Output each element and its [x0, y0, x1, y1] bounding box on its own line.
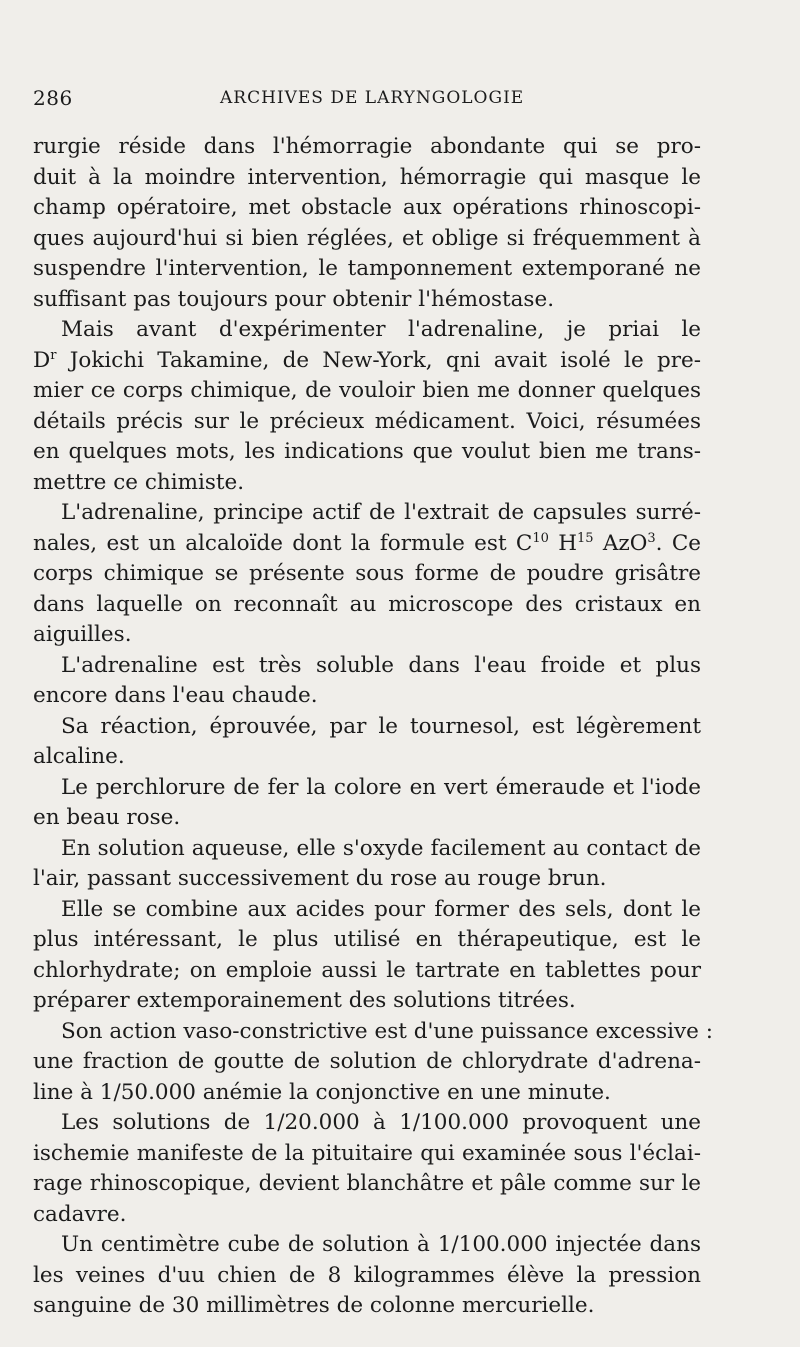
page-number: 286 — [33, 86, 73, 110]
text-line: détails précis sur le précieux médicament. Voici, résumées — [33, 408, 701, 434]
text-line: préparer extemporainement des solutions titrées. — [33, 988, 576, 1013]
text-line: aiguilles. — [33, 622, 132, 647]
text-line: En solution aqueuse, elle s'oxyde facilement au contact de — [61, 835, 701, 861]
text-line: en beau rose. — [33, 805, 181, 830]
text-line: duit à la moindre intervention, hémorragie qui masque le — [33, 164, 701, 190]
text-line: alcaline. — [33, 744, 125, 769]
text-line: suspendre l'intervention, le tamponnement extemporané ne — [33, 256, 701, 281]
paragraph — [33, 895, 701, 1017]
paragraph — [33, 773, 701, 834]
text-line: suffisant pas toujours pour obtenir l'hémostase. — [33, 286, 555, 312]
formula-superscript: 3 — [647, 530, 656, 546]
text-line: corps chimique se présente sous forme de poudre grisâtre — [33, 561, 701, 586]
text-line: plus intéressant, le plus utilisé en thérapeutique, est le — [33, 927, 701, 952]
text-line: une fraction de goutte de solution de chlorydrate d'adrena- — [33, 1049, 701, 1074]
text-line: Son action vaso-constrictive est d'une puissance excessive : — [61, 1018, 713, 1044]
text-fragment: nales, est un alcaloïde dont la formule est C — [33, 530, 533, 556]
text-line — [33, 346, 701, 377]
text-line: Sa réaction, éprouvée, par le tournesol, est légèrement — [61, 713, 701, 739]
text-fragment: . Ce — [655, 530, 701, 556]
text-line — [33, 529, 701, 560]
text-line: mier ce corps chimique, de vouloir bien me donner quelques — [33, 378, 701, 403]
paragraph — [33, 1017, 713, 1109]
text-line: ischemie manifeste de la pituitaire qui examinée sous l'éclai- — [33, 1140, 701, 1166]
text-line: les veines d'uu chien de 8 kilogrammes élève la pression — [33, 1262, 701, 1288]
paragraph — [33, 651, 701, 712]
text-line: en quelques mots, les indications que voulut bien me trans- — [33, 439, 701, 464]
formula-superscript: 10 — [532, 530, 549, 546]
text-line: champ opératoire, met obstacle aux opérations rhinoscopi- — [33, 195, 701, 220]
paragraph — [33, 834, 701, 895]
formula-superscript: 15 — [577, 530, 594, 546]
text-line: mettre ce chimiste. — [33, 469, 245, 495]
text-line: cadavre. — [33, 1201, 127, 1227]
text-line: ques aujourd'hui si bien réglées, et oblige si fréquemment à — [33, 225, 701, 251]
text-line: dans laquelle on reconnaît au microscope des cristaux en — [33, 591, 701, 617]
text-fragment: Jokichi Takamine, de New-York, qni avait isolé le pre- — [56, 347, 701, 373]
paragraph — [33, 498, 701, 651]
paragraph — [33, 1230, 701, 1322]
text-line: L'adrenaline est très soluble dans l'eau froide et plus — [61, 652, 701, 678]
text-line: L'adrenaline, principe actif de l'extrait de capsules surré- — [61, 500, 701, 525]
text-line: Un centimètre cube de solution à 1/100.000 injectée dans — [61, 1232, 701, 1257]
text-line: Les solutions de 1/20.000 à 1/100.000 provoquent une — [61, 1110, 701, 1135]
text-line: chlorhydrate; on emploie aussi le tartrate en tablettes pour — [33, 957, 701, 983]
paragraph — [33, 1108, 701, 1230]
text-line: encore dans l'eau chaude. — [33, 683, 318, 708]
running-head — [33, 86, 760, 116]
paragraph — [33, 712, 701, 773]
text-line: rage rhinoscopique, devient blanchâtre et pâle comme sur le — [33, 1171, 701, 1196]
text-line: Mais avant d'expérimenter l'adrenaline, je priai le — [61, 317, 701, 342]
text-fragment: H — [548, 530, 578, 556]
doctor-abbreviation-superscript: r — [50, 347, 57, 363]
paragraph — [33, 132, 701, 315]
paragraph — [33, 315, 701, 498]
text-fragment: AzO — [593, 530, 648, 556]
running-title: ARCHIVES DE LARYNGOLOGIE — [220, 88, 525, 108]
body-text — [33, 132, 713, 1322]
text-line: l'air, passant successivement du rose au rouge brun. — [33, 866, 607, 891]
text-line: line à 1/50.000 anémie la conjonctive en une minute. — [33, 1079, 611, 1105]
text-line: rurgie réside dans l'hémorragie abondante qui se pro- — [33, 134, 701, 159]
text-line: Le perchlorure de fer la colore en vert émeraude et l'iode — [61, 774, 701, 800]
doctor-abbreviation: D — [33, 347, 51, 373]
text-line: Elle se combine aux acides pour former des sels, dont le — [61, 896, 701, 922]
text-line: sanguine de 30 millimètres de colonne mercurielle. — [33, 1293, 595, 1318]
